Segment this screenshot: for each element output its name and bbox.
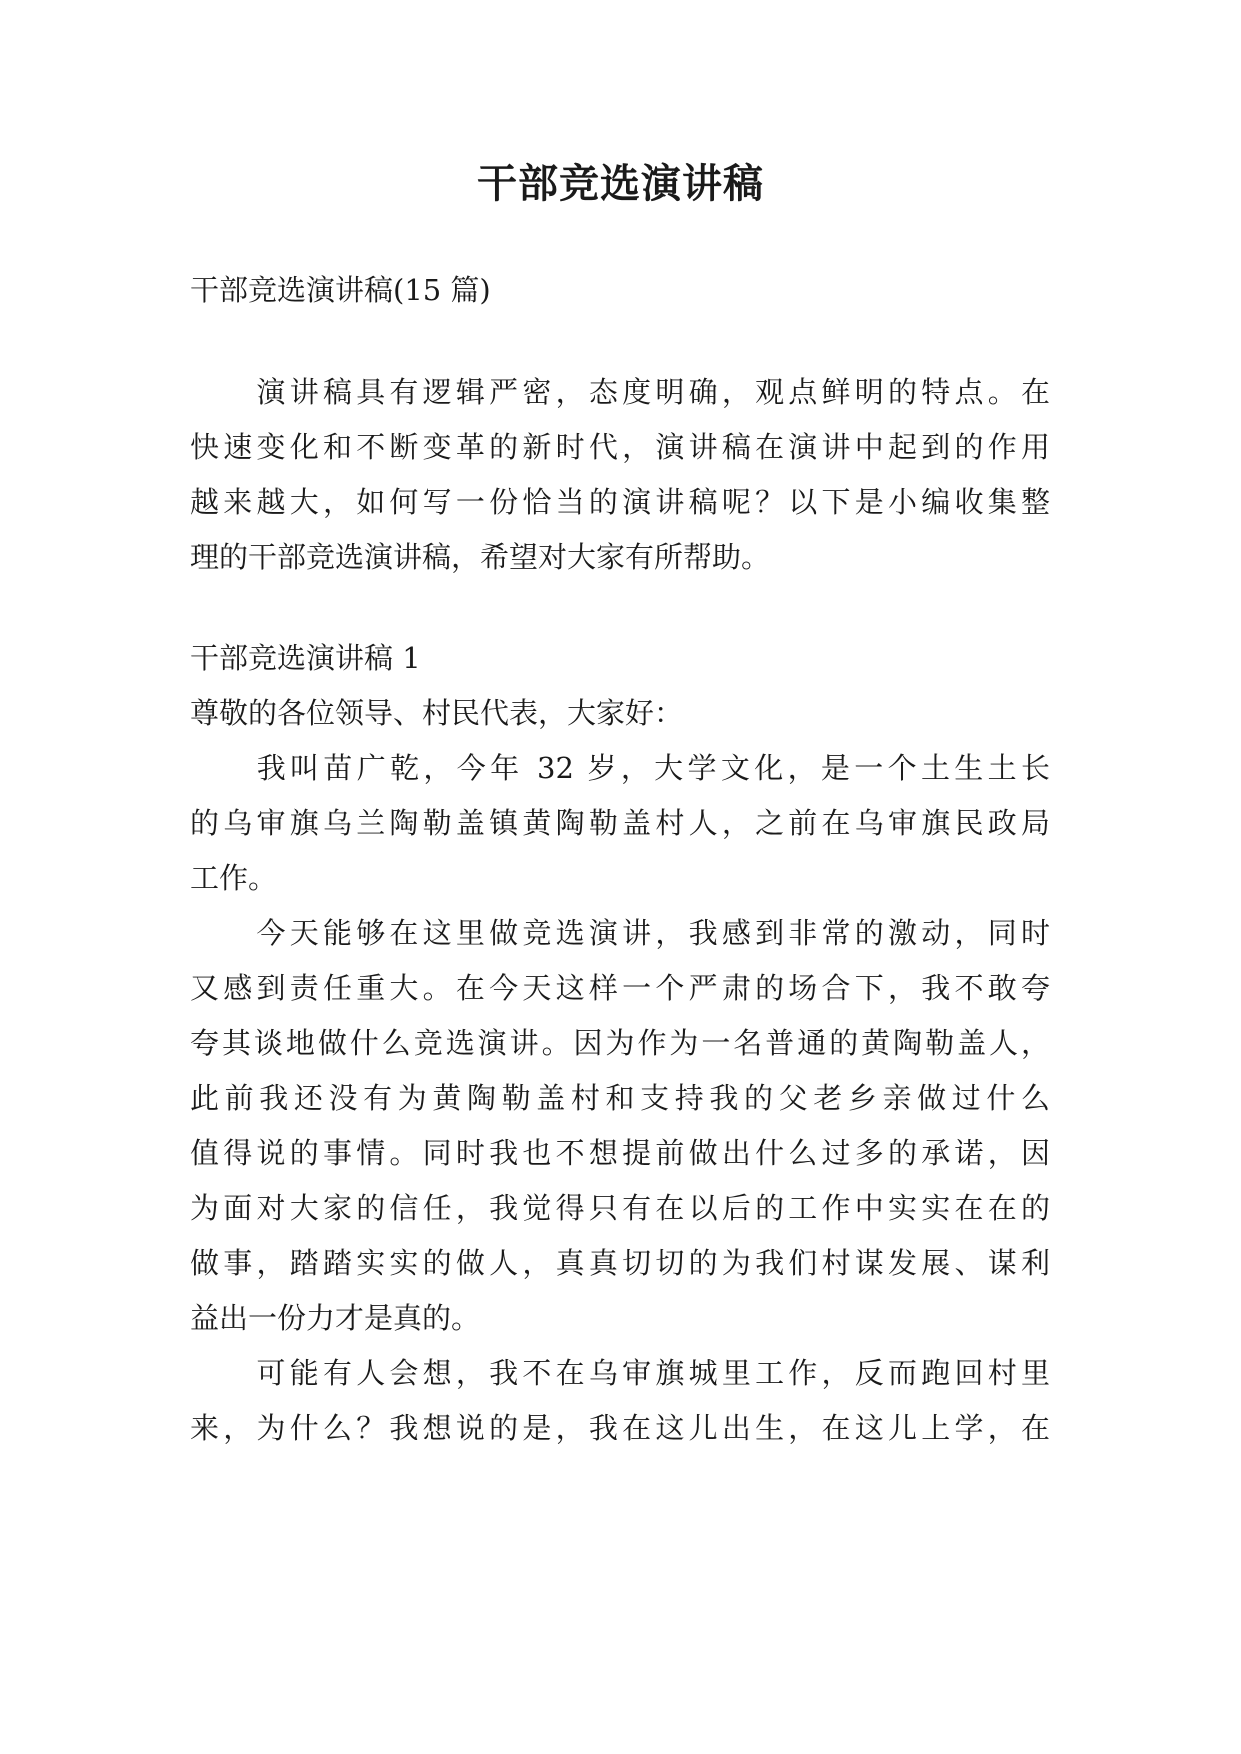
body-line: 我叫苗广乾，今年 32 岁，大学文化，是一个土生土长 (190, 751, 1050, 785)
body-line: 的乌审旗乌兰陶勒盖镇黄陶勒盖村人，之前在乌审旗民政局 (190, 806, 1050, 840)
intro-line: 越来越大，如何写一份恰当的演讲稿呢？以下是小编收集整 (190, 485, 1050, 519)
body-line: 又感到责任重大。在今天这样一个严肃的场合下，我不敢夸 (190, 971, 1050, 1005)
body-line: 来，为什么？我想说的是，我在这儿出生，在这儿上学，在 (190, 1411, 1050, 1445)
document-title: 干部竞选演讲稿 (477, 160, 764, 207)
body-line: 为面对大家的信任，我觉得只有在以后的工作中实实在在的 (190, 1191, 1050, 1225)
body-line: 做事，踏踏实实的做人，真真切切的为我们村谋发展、谋利 (190, 1246, 1050, 1280)
body-line: 夸其谈地做什么竞选演讲。因为作为一名普通的黄陶勒盖人， (190, 1026, 1050, 1060)
body-line: 尊敬的各位领导、村民代表，大家好： (190, 696, 684, 730)
body-line: 工作。 (190, 861, 278, 895)
body-line: 值得说的事情。同时我也不想提前做出什么过多的承诺，因 (190, 1136, 1050, 1170)
section-title: 干部竞选演讲稿 1 (190, 641, 421, 675)
body-line: 可能有人会想，我不在乌审旗城里工作，反而跑回村里 (190, 1356, 1050, 1390)
body-line: 今天能够在这里做竞选演讲，我感到非常的激动，同时 (190, 916, 1050, 950)
intro-line: 演讲稿具有逻辑严密，态度明确，观点鲜明的特点。在 (190, 375, 1050, 409)
intro-line: 理的干部竞选演讲稿，希望对大家有所帮助。 (190, 540, 771, 574)
intro-line: 快速变化和不断变革的新时代，演讲稿在演讲中起到的作用 (190, 430, 1050, 464)
body-line: 益出一份力才是真的。 (190, 1301, 481, 1335)
body-line: 此前我还没有为黄陶勒盖村和支持我的父老乡亲做过什么 (190, 1081, 1050, 1115)
document-subtitle: 干部竞选演讲稿(15 篇) (190, 273, 491, 307)
